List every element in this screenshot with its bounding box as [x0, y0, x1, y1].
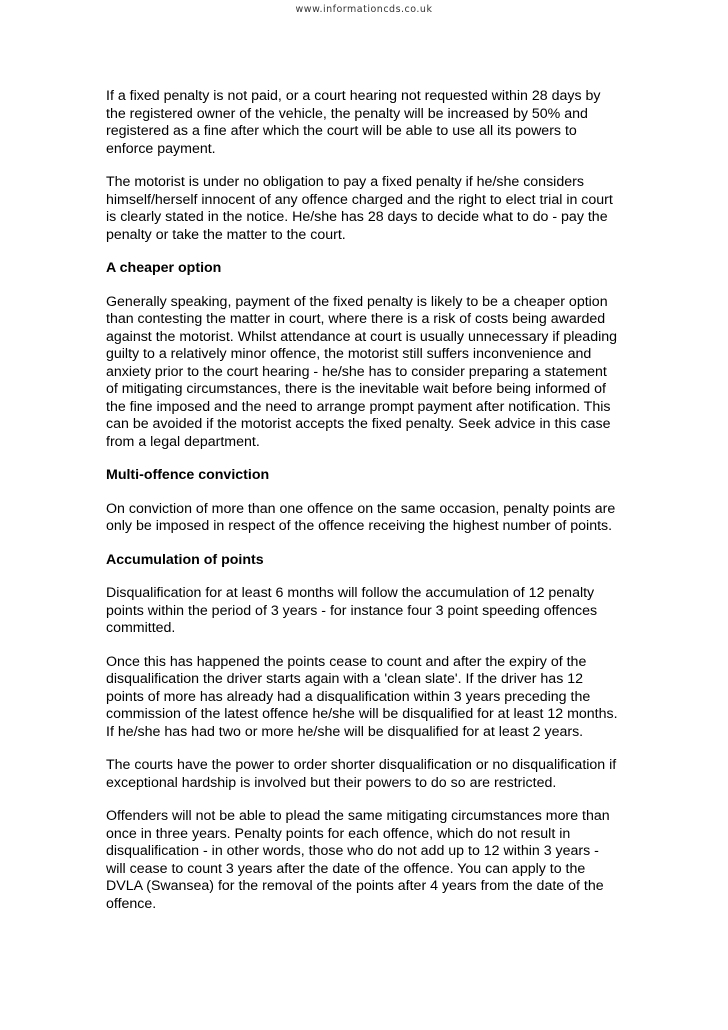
text-line: is clearly stated in the notice. He/she has 28 days to decide what to do - pay the: [106, 209, 608, 225]
text-line: If he/she has had two or more he/she will be disqualified for at least 2 years.: [106, 723, 584, 740]
text-line: disqualification - in other words, those who do not add up to 12 within 3 years -: [106, 843, 599, 859]
text-line: only be imposed in respect of the offence receiving the highest number of points.: [106, 518, 613, 534]
text-line: offence.: [106, 895, 157, 912]
text-line: the registered owner of the vehicle, the penalty will be increased by 50% and: [106, 105, 588, 122]
text-line: If a fixed penalty is not paid, or a court hearing not requested within 28 days by: [106, 88, 601, 104]
text-line: once in three years. Penalty points for each offence, which do not result in: [106, 825, 571, 842]
text-line: Once this has happened the points cease to count and after the expiry of the: [106, 653, 587, 670]
text-line: than contesting the matter in court, where there is a risk of costs being awarded: [106, 311, 606, 327]
text-line: registered as a fine after which the court will be able to use all its powers to: [106, 123, 577, 139]
text-line: points within the period of 3 years - for instance four 3 point speeding offences: [106, 602, 598, 619]
text-line: himself/herself innocent of any offence charged and the right to elect trial in court: [106, 191, 613, 208]
paragraph-no-obligation: [106, 174, 646, 244]
text-line: penalty or take the matter to the court.: [106, 226, 346, 243]
text-line: exceptional hardship is involved but their powers to do so are restricted.: [106, 774, 557, 791]
text-line: the fine imposed and the need to arrange prompt payment after notification. This: [106, 398, 611, 415]
paragraph-unpaid-penalty: [106, 88, 646, 158]
text-line: DVLA (Swansea) for the removal of the points after 4 years from the date of the: [106, 878, 604, 894]
text-line: anxiety prior to the court hearing - he/she has to consider preparing a statement: [106, 363, 607, 380]
text-line: enforce payment.: [106, 140, 216, 157]
text-line: can be avoided if the motorist accepts the fixed penalty. Seek advice in this case: [106, 416, 611, 432]
text-line: committed.: [106, 620, 176, 636]
paragraph-clean-slate: [106, 654, 646, 742]
text-line: points of more has already had a disqualification within 3 years preceding the: [106, 688, 591, 705]
text-line: The motorist is under no obligation to pay a fixed penalty if he/she considers: [106, 174, 584, 190]
text-line: Offenders will not be able to plead the same mitigating circumstances more than: [106, 808, 610, 824]
text-line: Generally speaking, payment of the fixed penalty is likely to be a cheaper option: [106, 293, 608, 310]
text-line: The courts have the power to order shorter disqualification or no disqualification if: [106, 757, 617, 773]
paragraph-cheaper-option: [106, 294, 646, 452]
paragraph-disqualification: [106, 585, 646, 638]
text-line: Disqualification for at least 6 months will follow the accumulation of 12 penalty: [106, 585, 595, 601]
text-line: guilty to a relatively minor offence, the motorist still suffers inconvenience and: [106, 346, 592, 362]
heading-multi-offence: Multi-offence conviction: [106, 467, 270, 483]
page-header-url: www.informationcds.co.uk: [295, 4, 433, 15]
paragraph-court-powers: [106, 757, 646, 792]
paragraph-mitigating: [106, 808, 646, 913]
text-line: will cease to count 3 years after the date of the offence. You can apply to the: [106, 860, 586, 877]
heading-accumulation: Accumulation of points: [106, 551, 264, 568]
text-line: disqualification the driver starts again with a 'clean slate'. If the driver has 12: [106, 671, 584, 687]
text-line: of mitigating circumstances, there is the inevitable wait before being informed of: [106, 381, 606, 397]
paragraph-multi-offence: [106, 501, 646, 536]
text-line: On conviction of more than one offence on the same occasion, penalty points are: [106, 500, 616, 517]
text-line: from a legal department.: [106, 433, 260, 450]
document-body: [106, 88, 646, 929]
text-line: against the motorist. Whilst attendance at court is usually unnecessary if pleading: [106, 328, 618, 345]
heading-cheaper-option: A cheaper option: [106, 260, 222, 276]
text-line: commission of the latest offence he/she will be disqualified for at least 12 months.: [106, 706, 618, 722]
